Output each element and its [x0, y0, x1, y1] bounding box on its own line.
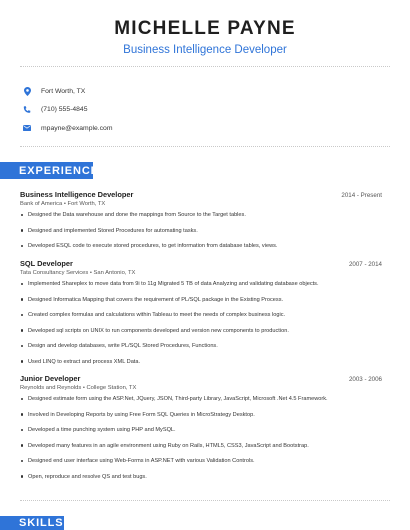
- candidate-name: MICHELLE PAYNE: [114, 18, 296, 39]
- job-dates: 2014 - Present: [341, 192, 382, 199]
- job-title: Business Intelligence Developer: [20, 190, 134, 199]
- bullet-item: Designed end user interface using Web-Forms in ASP.NET with various Validation Controls.: [20, 457, 382, 473]
- phone-icon: [22, 105, 32, 115]
- candidate-title: Business Intelligence Developer: [123, 44, 287, 56]
- contact-divider: [20, 146, 390, 147]
- job-company: Reynolds and Reynolds • College Station, TX: [20, 385, 137, 391]
- bullet-item: Created complex formulas and calculations within Tableau to meet the needs of complex business logic.: [20, 311, 382, 327]
- job-entry: [20, 374, 382, 488]
- job-dates: 2007 - 2014: [348, 261, 382, 268]
- bullet-item: Designed estimate form using the ASP.Net, JQuery, JSON, Third-party Library, JavaScript, Microsoft .Net 4.5 Framework.: [20, 395, 382, 411]
- bullet-item: Developed ESQL code to execute stored procedures, to get information from database tables, views.: [20, 242, 382, 258]
- job-title: Junior Developer: [20, 374, 81, 383]
- skills-divider: [20, 500, 390, 501]
- section-header-skills: SKILLS: [0, 516, 64, 530]
- bullet-item: Designed Informatica Mapping that covers the requirement of PL/SQL package in the Existing Process.: [20, 296, 382, 312]
- bullet-item: Open, reproduce and resolve QS and test bugs.: [20, 473, 382, 489]
- job-dates: 2003 - 2006: [348, 376, 382, 383]
- contact-email: [22, 119, 113, 138]
- bullet-item: Developed a time punching system using PHP and MySQL.: [20, 426, 382, 442]
- resume-header: [0, 18, 410, 56]
- bullet-item: Involved in Developing Reports by using Free Form SQL Queries in MicroStrategy Desktop.: [20, 411, 382, 427]
- contact-location: [22, 82, 113, 101]
- map-pin-icon: [22, 86, 32, 96]
- contact-block: [22, 82, 113, 138]
- job-company: Tata Consultancy Services • San Antonio, TX: [20, 270, 136, 276]
- header-divider: [20, 66, 390, 67]
- contact-phone: [22, 101, 113, 120]
- bullet-item: Used LINQ to extract and process XML Data.: [20, 358, 382, 374]
- job-company: Bank of America • Fort Worth, TX: [20, 201, 106, 207]
- envelope-icon: [22, 123, 32, 133]
- email-text[interactable]: mpayne@example.com: [41, 124, 113, 132]
- bullet-item: Design and develop databases, write PL/SQL Stored Procedures, Functions.: [20, 342, 382, 358]
- job-bullets: [20, 211, 382, 258]
- job-title: SQL Developer: [20, 259, 73, 268]
- job-bullets: [20, 280, 382, 373]
- location-text: Fort Worth, TX: [41, 87, 86, 95]
- bullet-item: Developed many features in an agile environment using Ruby on Rails, HTML5, CSS3, JavaScript and Bootstrap.: [20, 442, 382, 458]
- job-entry: [20, 190, 382, 258]
- bullet-item: Designed the Data warehouse and done the mappings from Source to the Target tables.: [20, 211, 382, 227]
- job-entry: [20, 259, 382, 373]
- job-bullets: [20, 395, 382, 488]
- bullet-item: Designed and implemented Stored Procedures for automating tasks.: [20, 227, 382, 243]
- section-header-experience: EXPERIENCE: [0, 162, 93, 179]
- phone-text: (710) 555-4845: [41, 106, 88, 114]
- bullet-item: Implemented Shareplex to move data from 9i to 11g Migrated 5 TB of data Analyzing and validating database objects.: [20, 280, 382, 296]
- bullet-item: Developed sql scripts on UNIX to run components developed and version new components to production.: [20, 327, 382, 343]
